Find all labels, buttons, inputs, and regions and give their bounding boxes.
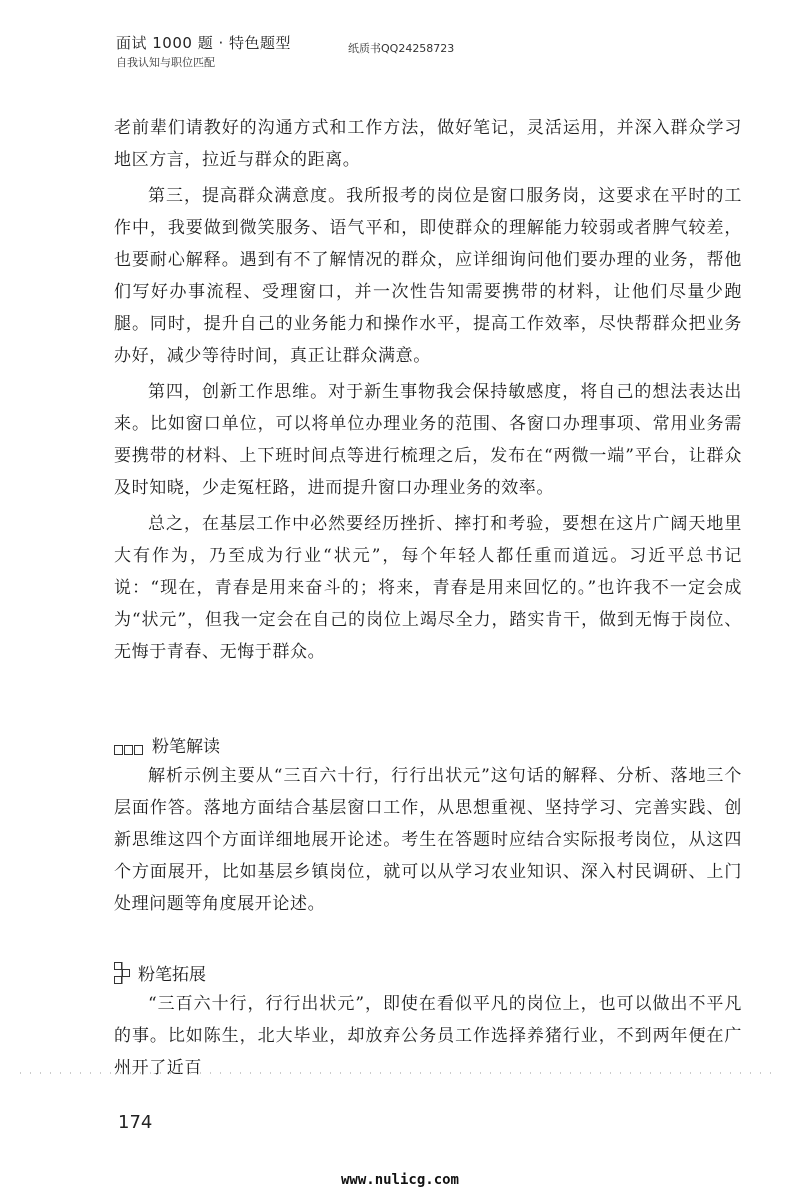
section-interpret-title: 粉笔解读: [152, 737, 220, 757]
cut-off-line: [20, 1070, 780, 1076]
page-number: 174: [118, 1112, 153, 1133]
expand-paragraph: “三百六十行，行行出状元”，即使在看似平凡的岗位上，也可以做出不平凡的事。比如陈生，北大毕业，却放弃公务员工作选择养猪行业，不到两年便在广州开了近百: [114, 994, 742, 1078]
section-expand-title: 粉笔拓展: [138, 965, 206, 985]
section-expand-heading: [114, 960, 206, 985]
book-subtitle: 自我认知与职位匹配: [116, 56, 215, 69]
interpret-paragraph: 解析示例主要从“三百六十行，行行出状元”这句话的解释、分析、落地三个层面作答。落地方面结合基层窗口工作，从思想重视、坚持学习、完善实践、创新思维这四个方面详细地展开论述。考生在答题时应结合实际报考岗位，从这四个方面展开，比如基层乡镇岗位，就可以从学习农业知识、深入村民调研、上门处理问题等角度展开论述。: [114, 766, 742, 914]
section-marker-icon: [114, 740, 144, 750]
book-title: 面试 1000 题 · 特色题型: [116, 34, 292, 52]
paragraph-third-point: 第三，提高群众满意度。我所报考的岗位是窗口服务岗，这要求在平时的工作中，我要做到微笑服务、语气平和，即使群众的理解能力较弱或者脾气较差，也要耐心解释。遇到有不了解情况的群众，应详细询问他们要办理的业务，帮他们写好办事流程、受理窗口，并一次性告知需要携带的材料，让他们尽量少跑腿。同时，提升自己的业务能力和操作水平，提高工作效率，尽快帮群众把业务办好，减少等待时间，真正让群众满意。: [114, 186, 742, 366]
section-marker-icon: [114, 962, 130, 984]
watermark-text: 纸质书QQ24258723: [348, 42, 455, 55]
footer-url: www.nulicg.com: [340, 1172, 459, 1188]
main-text: [114, 112, 742, 672]
paragraph-conclusion: 总之，在基层工作中必然要经历挫折、摔打和考验，要想在这片广阔天地里大有作为，乃至成为行业“状元”，每个年轻人都任重而道远。习近平总书记说：“现在，青春是用来奋斗的；将来，青春是用来回忆的。”也许我不一定会成为“状元”，但我一定会在自己的岗位上竭尽全力，踏实肯干，做到无悔于岗位、无悔于青春、无悔于群众。: [114, 514, 742, 662]
running-header: [116, 30, 736, 80]
section-interpret-heading: [114, 732, 220, 757]
paragraph-fourth-point: 第四，创新工作思维。对于新生事物我会保持敏感度，将自己的想法表达出来。比如窗口单位，可以将单位办理业务的范围、各窗口办理事项、常用业务需要携带的材料、上下班时间点等进行梳理之后，发布在“两微一端”平台，让群众及时知晓，少走冤枉路，进而提升窗口办理业务的效率。: [114, 382, 742, 498]
section-interpret-body: [114, 760, 742, 924]
paragraph-continued: 老前辈们请教好的沟通方式和工作方法，做好笔记，灵活运用，并深入群众学习地区方言，拉近与群众的距离。: [114, 118, 742, 170]
